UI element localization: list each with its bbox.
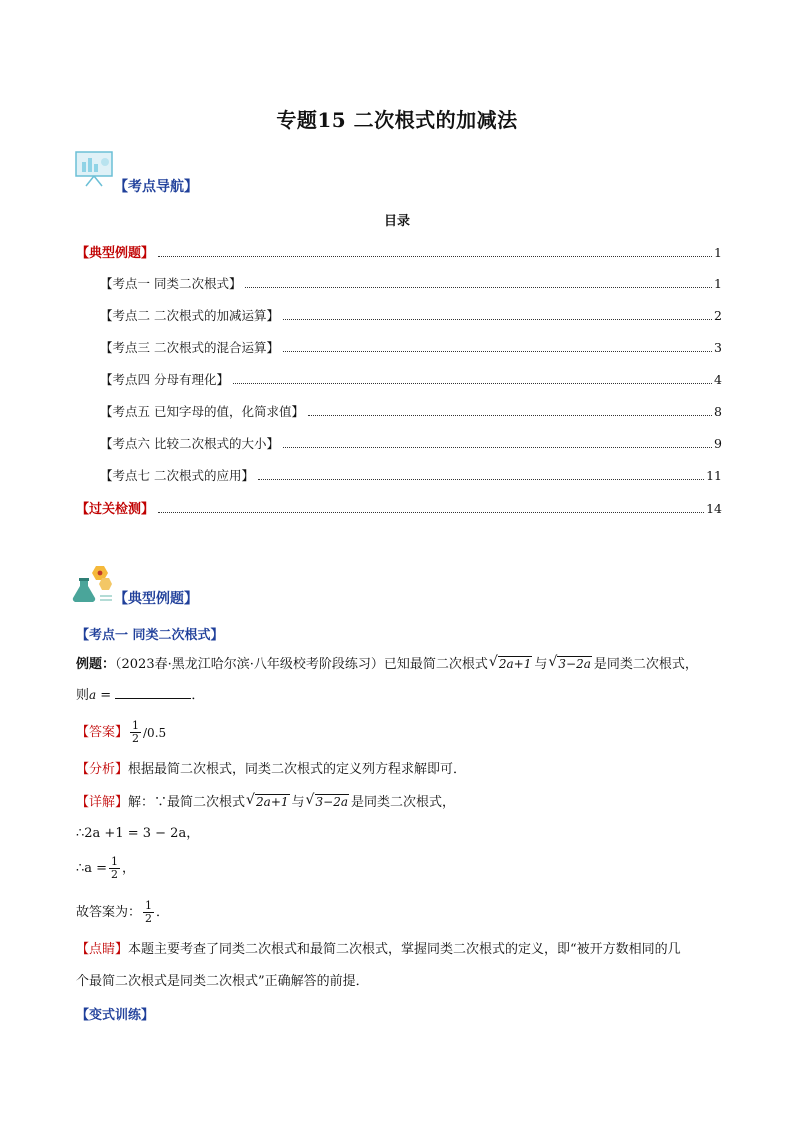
toc-page-number: 4 (714, 372, 722, 387)
toc-item-label: 【考点五 已知字母的值，化简求值】 (100, 404, 304, 419)
answer-fraction: $\frac{1}{2}$ (132, 719, 140, 745)
example-conj: 与 (534, 657, 548, 672)
answer-alt: /0.5 (143, 725, 167, 740)
toc-page-number: 3 (714, 340, 722, 355)
toc-leader (283, 350, 712, 352)
toc-item-topic-4[interactable] (100, 370, 722, 388)
flask-icon (72, 564, 116, 604)
toc-leader (233, 382, 712, 384)
toc-item-label: 【考点三 二次根式的混合运算】 (100, 340, 279, 355)
toc-leader (258, 478, 704, 480)
practice-heading: 【变式训练】 (76, 1008, 155, 1023)
comment-line-2: 个最简二次根式是同类二次根式”正确解答的前提． (76, 974, 369, 989)
toc-leader (245, 286, 712, 288)
toc-item-topic-7[interactable] (100, 466, 722, 484)
toc-page-number: 11 (706, 468, 722, 483)
example-prefix: 例题： (76, 657, 116, 672)
analysis-line (76, 760, 466, 780)
toc-item-topic-2[interactable] (100, 306, 722, 324)
example-suffix: 是同类二次根式， (593, 657, 698, 672)
page-title: 专题15 二次根式的加减法 (276, 108, 518, 132)
toc-leader (283, 318, 712, 320)
radical-expression-2: √ 3−2a (307, 792, 349, 812)
example-source: （2023春·黑龙江哈尔滨·八年级校考阶段练习）已知最简二次根式 (115, 657, 488, 672)
answer-line (76, 720, 166, 745)
toc-item-label: 【考点四 分母有理化】 (100, 372, 229, 387)
toc-item-topic-3[interactable] (100, 338, 722, 356)
topic-heading: 【考点一 同类二次根式】 (76, 628, 224, 643)
comment-tag: 【点睛】 (76, 942, 129, 957)
answer-fraction: $\frac{1}{2}$ (145, 899, 153, 925)
example-blank-line: 则a = ． (76, 684, 204, 706)
toc-page-number: 9 (714, 436, 722, 451)
conclusion-line: 故答案为： $\frac{1}{2}$ ． (76, 899, 170, 925)
analysis-tag: 【分析】 (76, 762, 129, 777)
example-line (76, 654, 736, 675)
answer-tag: 【答案】 (76, 724, 129, 740)
toc-item-typical-examples[interactable] (76, 242, 722, 260)
toc-page-number: 1 (714, 276, 722, 291)
radical-expression-2: √ 3−2a (549, 654, 591, 674)
toc-heading: 目录 (383, 214, 410, 229)
toc-leader (308, 414, 712, 416)
section-label: 【典型例题】 (114, 591, 198, 607)
toc-item-label: 【考点一 同类二次根式】 (100, 276, 242, 291)
toc-leader (158, 511, 704, 513)
toc-item-label: 【考点六 比较二次根式的大小】 (100, 436, 279, 451)
nav-label: 【考点导航】 (114, 179, 198, 195)
toc-item-label: 【考点二 二次根式的加减运算】 (100, 308, 279, 323)
toc-page-number: 2 (714, 308, 722, 323)
solution-step-1: ∴2a +1 = 3 − 2a， (76, 826, 200, 841)
toc-leader (158, 255, 712, 257)
toc-item-label: 【过关检测】 (76, 502, 155, 517)
toc-item-checkpoint[interactable] (76, 498, 722, 516)
answer-blank[interactable] (115, 684, 191, 699)
comment-line-1: 【点睛】本题主要考查了同类二次根式和最简二次根式，掌握同类二次根式的定义，即“被开方数相同的几 (76, 942, 681, 957)
toc-item-topic-1[interactable] (100, 274, 722, 292)
toc-item-label: 【典型例题】 (76, 246, 155, 261)
toc-item-label: 【考点七 二次根式的应用】 (100, 468, 254, 483)
analysis-text: 根据最简二次根式，同类二次根式的定义列方程求解即可． (128, 762, 467, 777)
presentation-board-icon (74, 148, 116, 188)
radical-expression-1: √ 2a+1 (490, 654, 532, 674)
detail-tag: 【详解】 (76, 795, 129, 810)
toc-item-topic-6[interactable] (100, 434, 722, 452)
toc-page-number: 1 (714, 245, 722, 260)
detail-line: 【详解】解：∵最简二次根式√ 2a+1 与√ 3−2a 是同类二次根式， (76, 792, 455, 813)
toc-page-number: 14 (706, 501, 722, 516)
solution-step-2: ∴a = $\frac{1}{2}$ ， (76, 855, 136, 881)
toc-item-topic-5[interactable] (100, 402, 722, 420)
toc-leader (283, 446, 712, 448)
answer-fraction: $\frac{1}{2}$ (111, 855, 119, 881)
toc-page-number: 8 (714, 404, 722, 419)
radical-expression-1: √ 2a+1 (247, 792, 289, 812)
